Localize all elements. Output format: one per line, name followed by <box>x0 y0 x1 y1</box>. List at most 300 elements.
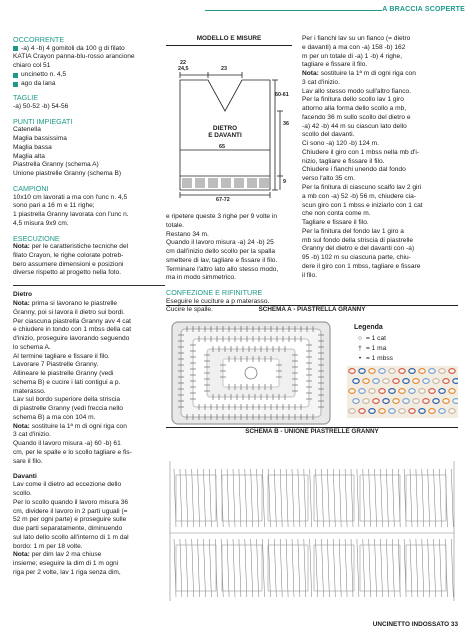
column-left <box>13 35 165 578</box>
legend <box>354 323 393 364</box>
joining-stitch <box>310 469 312 527</box>
joining-stitch <box>239 539 241 597</box>
note-label: Nota: <box>13 422 30 430</box>
fabric-stitch <box>363 379 369 384</box>
fabric-stitch <box>403 399 409 404</box>
dietro-line: Per ciascuna piastrella Granny avv 4 cat <box>13 317 132 325</box>
fabric-stitch <box>413 399 419 404</box>
note-text: prima si lavorano le piastrelle <box>29 299 118 307</box>
joining-stitch <box>351 469 353 527</box>
fabric-stitch <box>379 409 385 414</box>
diagram-title: MODELLO E MISURE <box>196 35 262 42</box>
joining-stitch <box>292 469 294 527</box>
col3-line: Chiudere i fianchi unendo dal fondo <box>302 166 406 174</box>
schema-a-header <box>166 305 458 314</box>
dim-label-9: 9 <box>283 178 286 185</box>
joining-stitch <box>451 469 453 527</box>
fabric-stitch <box>419 409 425 414</box>
joining-stitch <box>174 539 176 597</box>
joining-stitch <box>274 539 276 597</box>
fabric-stitch <box>409 369 415 374</box>
col3-line: Tagliare e fissare il filo. <box>302 219 369 227</box>
section-divider <box>13 285 165 286</box>
crochet-fabric-photo <box>347 366 458 418</box>
heading-campioni: CAMPIONI <box>13 183 49 193</box>
fabric-stitch <box>373 379 379 384</box>
yarn-line-2: KATIA Crayon panna-blu-rosso arancione <box>13 53 135 61</box>
dim-label-60-61: 60-61 <box>275 91 289 98</box>
schema-b-header <box>166 427 458 436</box>
joining-stitch <box>274 469 276 527</box>
dim-label-23: 23 <box>221 65 227 72</box>
dietro-line <box>13 423 165 432</box>
fabric-stitch <box>443 399 449 404</box>
heading-occorrente: OCCORRENTE <box>13 35 65 44</box>
dietro-line: Lavorare 7 Piastrelle Granny. <box>13 361 99 369</box>
dietro-line: lo schema A. <box>13 343 51 351</box>
joining-stitch <box>375 469 377 527</box>
joining-stitch <box>251 469 253 527</box>
joining-stitch <box>245 469 247 527</box>
col3-line: verso l'alto 35 cm. <box>302 175 355 183</box>
col3-line: scun giro con 1 mbss e iniziarlo con 1 cat <box>302 201 423 209</box>
taglie-value: -a) 50-52 -b) 54-56 <box>13 102 69 110</box>
col3-line: m per un totale di -a) 1 -b) 4 righe, <box>302 52 403 60</box>
fabric-stitch <box>419 389 425 394</box>
joining-stitch <box>428 539 430 597</box>
joining-stitch <box>174 469 176 527</box>
joining-stitch <box>192 469 194 527</box>
col3-line: -a) 42 -b) 44 m su ciascun lato dello <box>302 122 407 130</box>
dietro-line: schema B) e cucire i lati contigui a p. <box>13 378 121 386</box>
dietro-line: di piastrelle Granny (vedi freccia nello <box>13 405 123 413</box>
materials-yarn <box>13 45 165 54</box>
dietro-line: materasso. <box>13 387 46 395</box>
joining-stitch <box>316 469 318 527</box>
punti-item: Maglia alta <box>13 152 45 160</box>
chain-symbol-icon: ○ <box>358 334 362 342</box>
col2-line: smettere di lav, tagliare e fissare il filo. <box>166 256 278 264</box>
col2-line: ma in modo simmetrico. <box>166 274 236 282</box>
davanti-line: bordo: 1 m per 18 volte. <box>13 542 83 550</box>
heading-esecuzione: ESECUZIONE <box>13 233 60 243</box>
dim-label-36: 36 <box>283 120 289 127</box>
davanti-line: riga per 2 volte, lav 1 riga senza dim, <box>13 568 121 576</box>
fabric-stitch <box>359 409 365 414</box>
davanti-line: Per lo scollo quando il lavoro misura 36 <box>13 498 129 506</box>
joining-stitch <box>180 469 182 527</box>
yarn-line-1: -a) 4 -b) 4 gomitoli da 100 g di filato <box>21 44 125 52</box>
note-text: per dim lav 2 ma chiuse <box>29 551 102 559</box>
fabric-stitch <box>429 409 435 414</box>
col3-line: che non conta come m. <box>302 210 371 218</box>
bullet-square-icon <box>13 46 18 51</box>
yarn-line-3: chiaro col 51 <box>13 62 51 70</box>
col3-line: e davanti) a ma con -a) 158 -b) 162 <box>302 43 406 51</box>
joining-stitch <box>327 539 329 597</box>
fabric-stitch <box>449 389 455 394</box>
legend-label: = 1 cat <box>366 334 386 342</box>
dietro-line: d'inizio, proseguire lavorando seguendo <box>13 335 130 343</box>
note-label: Nota: <box>302 70 319 78</box>
magazine-section: UNCINETTO INDOSSATO <box>372 621 450 629</box>
col2-line: totale. <box>166 221 184 229</box>
joining-stitch <box>339 469 341 527</box>
joining-stitch <box>381 469 383 527</box>
col3-line: Lav allo stesso modo sull'altro fianco. <box>302 87 412 95</box>
joining-stitch <box>327 469 329 527</box>
joining-stitch <box>227 469 229 527</box>
joining-stitch <box>333 539 335 597</box>
heading-davanti: Davanti <box>13 472 37 480</box>
joining-stitch <box>339 539 341 597</box>
col3-line: il filo. <box>302 271 318 279</box>
col3-line: a mb con -a) 52 -b) 56 m, chiudere cia- <box>302 192 416 200</box>
joining-chart <box>166 461 458 603</box>
davanti-line: Lav come il dietro ad eccezione dello <box>13 481 122 489</box>
slip-stitch-symbol-icon: • <box>358 354 362 362</box>
dietro-line: cm, per le spalle e lo scollo tagliare e fis- <box>13 448 132 456</box>
davanti-line: 52 m per ogni parte) e proseguire sulle <box>13 516 127 524</box>
fabric-stitch <box>449 369 455 374</box>
heading-taglie: TAGLIE <box>13 93 39 103</box>
column-middle-text <box>166 213 292 315</box>
punti-item: Maglia bassissima <box>13 135 67 143</box>
fabric-stitch <box>349 369 355 374</box>
legend-title: Legenda <box>354 324 383 331</box>
col2-line: e ripetere queste 3 righe per 9 volte in <box>166 213 278 220</box>
heading-punti: PUNTI IMPIEGATI <box>13 116 73 126</box>
col3-line <box>302 70 458 79</box>
section-tag: A BRACCIA SCOPERTE <box>382 6 465 13</box>
joining-stitch <box>298 469 300 527</box>
dietro-line <box>13 300 165 309</box>
col3-line: Per la finitura del fondo lav 1 giro a <box>302 227 404 235</box>
fabric-stitch <box>389 409 395 414</box>
col3-line: nizio, tagliare e fissare il filo. <box>302 157 385 165</box>
joining-stitch <box>445 469 447 527</box>
fabric-stitch <box>349 389 355 394</box>
col3-line: attorno alla forma dello scollo a mb, <box>302 105 407 113</box>
joining-stitch <box>363 539 365 597</box>
bullet-square-icon <box>13 82 18 87</box>
dietro-line: Al termine tagliare e fissare il filo. <box>13 352 110 360</box>
joining-stitch <box>369 469 371 527</box>
header-rule <box>205 10 383 11</box>
punti-item: Unione piastrelle Granny (schema B) <box>13 170 122 178</box>
joining-stitch <box>215 539 217 597</box>
fabric-stitch <box>383 399 389 404</box>
joining-stitch <box>280 469 282 527</box>
davanti-line: due parti separatamente, diminuendo <box>13 525 123 533</box>
joining-stitch <box>381 539 383 597</box>
fabric-stitch <box>353 379 359 384</box>
schema-a-title: SCHEMA A - PIASTRELLA GRANNY <box>258 306 366 313</box>
joining-stitch <box>198 469 200 527</box>
joining-stitch <box>322 539 324 597</box>
fabric-stitch <box>403 379 409 384</box>
legend-item <box>354 354 393 364</box>
granny-square-chart <box>171 321 331 425</box>
joining-stitch <box>298 539 300 597</box>
fabric-stitch <box>443 379 449 384</box>
col3-line: Ci sono -a) 120 -b) 124 m. <box>302 140 379 148</box>
joining-stitch <box>198 539 200 597</box>
esecuzione-line: filato Crayon, le righe colorate potreb- <box>13 251 124 259</box>
fabric-stitch <box>399 409 405 414</box>
note-label: Nota: <box>13 243 30 251</box>
dim-label-24-5: 24,5 <box>178 65 189 72</box>
col3-line: facendo 36 m sullo scollo del dietro e <box>302 113 411 121</box>
esecuzione-line <box>13 243 165 252</box>
dietro-line: schema B) a ma con 104 m. <box>13 413 96 421</box>
joining-stitch <box>345 539 347 597</box>
davanti-line: scollo. <box>13 490 32 498</box>
col3-line: Chiudere il giro con 1 mbss nella mb d'i- <box>302 148 420 156</box>
legend-item <box>354 344 393 354</box>
note-text: per le caratteristiche tecniche del <box>29 243 129 251</box>
joining-stitch <box>416 539 418 597</box>
esecuzione-line: bero assumere dimensioni e posizioni <box>13 260 124 268</box>
col2-line: cm dall'inizio dello scollo per la spalla <box>166 248 276 256</box>
fabric-stitch <box>453 399 458 404</box>
fabric-stitch <box>393 399 399 404</box>
col2-line: Quando il lavoro misura -a) 24 -b) 25 <box>166 239 274 247</box>
needle-text: ago da lana <box>21 79 56 87</box>
dietro-line: sare il filo. <box>13 457 43 465</box>
granny-square-outline <box>268 545 308 591</box>
joining-stitch <box>245 539 247 597</box>
joining-stitch <box>280 539 282 597</box>
col2-line: Terminare l'altro lato allo stesso modo, <box>166 265 279 273</box>
col2-line: Restano 34 m. <box>166 230 209 238</box>
fabric-stitch <box>379 369 385 374</box>
note-label: Nota: <box>13 551 30 559</box>
dietro-line: Quando il lavoro misura -a) 60 -b) 61 <box>13 440 121 448</box>
punti-item: Maglia bassa <box>13 143 52 151</box>
joining-stitch <box>410 539 412 597</box>
fabric-stitch <box>389 389 395 394</box>
davanti-line: sul lato dello scollo all'interno di 1 m dal <box>13 533 129 541</box>
fabric-stitch <box>363 399 369 404</box>
joining-stitch <box>434 539 436 597</box>
joining-stitch <box>263 539 265 597</box>
dietro-line: e chiudere in tondo con 1 mbss della cat <box>13 326 132 334</box>
bullet-square-icon <box>13 73 18 78</box>
joining-stitch <box>227 539 229 597</box>
fabric-stitch <box>449 409 455 414</box>
joining-stitch <box>286 469 288 527</box>
fabric-stitch <box>409 409 415 414</box>
fabric-stitch <box>393 379 399 384</box>
fabric-stitch <box>439 389 445 394</box>
joining-stitch <box>422 469 424 527</box>
joining-stitch <box>215 469 217 527</box>
confezione-line: Cucire le spalle. <box>166 306 213 314</box>
joining-stitch <box>351 539 353 597</box>
legend-label: = 1 mbss <box>366 354 393 362</box>
piece-label <box>200 125 250 140</box>
joining-stitch <box>345 469 347 527</box>
davanti-line: cm, dividere il lavoro in 2 parti uguali (= <box>13 507 128 515</box>
materials-hook <box>13 71 165 80</box>
granny-square-outline <box>314 545 354 591</box>
joining-stitch <box>386 469 388 527</box>
davanti-line <box>13 551 165 560</box>
dim-label-22: 22 <box>180 59 186 66</box>
joining-stitch <box>209 539 211 597</box>
fabric-stitch <box>379 389 385 394</box>
joining-stitch <box>257 539 259 597</box>
dim-label-67-72: 67-72 <box>216 196 230 203</box>
esecuzione-line: diverse rispetto al progetto nella foto. <box>13 269 122 277</box>
fabric-stitch <box>439 409 445 414</box>
measurements-diagram <box>166 35 292 203</box>
joining-stitch <box>186 469 188 527</box>
joining-stitch <box>304 539 306 597</box>
joining-stitch <box>375 539 377 597</box>
double-crochet-symbol-icon: † <box>358 344 362 352</box>
page-number: 33 <box>450 621 458 629</box>
dietro-line: 3 cat d'inizio. <box>13 431 51 439</box>
joining-stitch <box>357 469 359 527</box>
col3-line: tagliare e fissare il filo. <box>302 61 368 69</box>
joining-stitch <box>445 539 447 597</box>
col3-line: Per la finitura di ciascuno scalfo lav 2 giri <box>302 184 422 192</box>
fabric-stitch <box>349 409 355 414</box>
joining-stitch <box>322 469 324 527</box>
piece-label-line-2: E DAVANTI <box>208 132 242 140</box>
joining-stitch <box>286 539 288 597</box>
joining-stitch <box>251 539 253 597</box>
joining-stitch <box>268 539 270 597</box>
campioni-line: 10x10 cm lavorati a ma con l'unc n. 4,5 <box>13 193 128 201</box>
col3-line: 3 cat d'inizio. <box>302 78 340 86</box>
joining-stitch <box>239 469 241 527</box>
column-right <box>302 35 458 280</box>
fabric-stitch <box>369 369 375 374</box>
joining-stitch <box>392 539 394 597</box>
fabric-stitch <box>359 389 365 394</box>
davanti-line: insieme; eseguire la dim di 1 m ogni <box>13 560 119 568</box>
page-footer <box>373 621 458 630</box>
campioni-line: sono pari a 16 m e 11 righe; <box>13 202 95 210</box>
joining-stitch <box>268 469 270 527</box>
joining-stitch <box>304 469 306 527</box>
fabric-stitch <box>413 379 419 384</box>
fabric-stitch <box>389 369 395 374</box>
campioni-line: 4,5 misura 9x9 cm. <box>13 219 69 227</box>
granny-square-outline <box>268 475 308 521</box>
fabric-stitch <box>359 369 365 374</box>
dim-label-65: 65 <box>219 143 225 150</box>
punti-item: Piastrella Granny (schema A) <box>13 161 99 169</box>
fabric-stitch <box>373 399 379 404</box>
joining-stitch <box>209 469 211 527</box>
fabric-stitch <box>369 389 375 394</box>
joining-stitch <box>263 469 265 527</box>
joining-stitch <box>186 539 188 597</box>
fabric-stitch <box>409 389 415 394</box>
fabric-stitch <box>353 399 359 404</box>
fabric-photo-svg <box>347 366 458 418</box>
note-text: sostituire la 1ª m di ogni riga con <box>318 70 416 78</box>
campioni-line: 1 piastrella Granny lavorata con l'unc n. <box>13 211 129 219</box>
fabric-stitch <box>453 379 458 384</box>
col3-line: Per i fianchi lav su un fianco (= dietro <box>302 35 411 42</box>
note-label: Nota: <box>13 299 30 307</box>
joining-stitch <box>386 539 388 597</box>
fabric-stitch <box>433 399 439 404</box>
joining-stitch <box>316 539 318 597</box>
fabric-stitch <box>399 369 405 374</box>
fabric-stitch <box>423 399 429 404</box>
confezione-line: Eseguire le cuciture a p materasso. <box>166 297 270 305</box>
punti-item: Catenella <box>13 126 41 134</box>
col3-line: 95 -b) 102 m su ciascuna parte, chiu- <box>302 254 411 262</box>
heading-dietro: Dietro <box>13 291 33 299</box>
dietro-line: Granny, poi si lavora il dietro sui bordi. <box>13 308 125 316</box>
joining-stitch <box>410 469 412 527</box>
joining-stitch <box>180 539 182 597</box>
legend-label: = 1 ma <box>366 344 387 352</box>
col3-line: Per la finitura dello scollo lav 1 giro <box>302 96 404 104</box>
note-text: sostituire la 1ª m di ogni riga con <box>29 422 127 430</box>
col3-line: scollo del davanti. <box>302 131 355 139</box>
fabric-stitch <box>429 389 435 394</box>
fabric-stitch <box>433 379 439 384</box>
joining-stitch <box>428 469 430 527</box>
legend-item <box>354 334 393 344</box>
joining-stitch <box>434 469 436 527</box>
piece-label-line-1: DIETRO <box>212 124 238 132</box>
col3-line: dere il giro con 1 mbss, tagliare e fissare <box>302 262 421 270</box>
joining-stitch <box>451 539 453 597</box>
heading-confezione: CONFEZIONE E RIFINITURE <box>166 288 263 298</box>
schema-b-title: SCHEMA B - UNIONE PIASTRELLE GRANNY <box>245 428 379 435</box>
joining-stitch <box>204 469 206 527</box>
fabric-stitch <box>429 369 435 374</box>
joining-stitch <box>416 469 418 527</box>
joining-stitch <box>440 469 442 527</box>
joining-stitch <box>357 539 359 597</box>
joining-stitch <box>363 469 365 527</box>
col3-line: Granny del dietro e del davanti con -a) <box>302 245 415 253</box>
joining-stitch <box>292 539 294 597</box>
fabric-stitch <box>439 369 445 374</box>
fabric-stitch <box>369 409 375 414</box>
joining-stitch <box>333 469 335 527</box>
joining-stitch <box>257 469 259 527</box>
dietro-line: Lav sul bordo superiore della striscia <box>13 396 121 404</box>
joining-stitch <box>392 469 394 527</box>
joining-stitch <box>440 539 442 597</box>
joining-stitch <box>369 539 371 597</box>
col3-line: mb sul fondo della striscia di piastrelle <box>302 236 414 244</box>
diagram-title-rule <box>166 45 292 46</box>
granny-square-outline <box>314 475 354 521</box>
joining-stitch <box>204 539 206 597</box>
joining-stitch <box>233 469 235 527</box>
fabric-stitch <box>399 389 405 394</box>
dietro-line: Allineare le piastrelle Granny (vedi <box>13 370 114 378</box>
joining-stitch <box>192 539 194 597</box>
hook-text: uncinetto n. 4,5 <box>21 70 67 78</box>
joining-stitch <box>422 539 424 597</box>
joining-stitch <box>310 539 312 597</box>
fabric-stitch <box>383 379 389 384</box>
materials-needle <box>13 80 165 89</box>
